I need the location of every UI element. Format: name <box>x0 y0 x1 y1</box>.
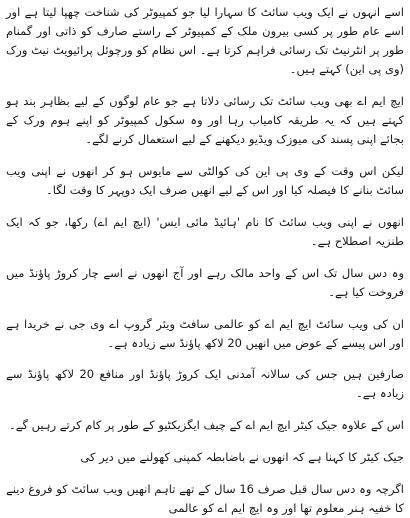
article-paragraph-9: جیک کیٹر کا کہنا ہے کہ انھوں نے باضابطہ کمپنی کھولنے میں دیر کی <box>80 450 404 464</box>
article-paragraph-7: صارفین ہیں جس کی سالانہ آمدنی ایک کروڑ پاؤنڈ اور منافع 20 لاکھ پاؤنڈ سے زیادہ ہے۔ <box>6 367 405 400</box>
article-paragraph-4: انھوں نے اپنی ویب سائٹ کا نام 'ہائیڈ مائی ایس' (ایچ ایم اے) رکھا، جو کہ ایک طنزیہ اصطلاح ہے۔ <box>6 215 404 248</box>
article-paragraph-10: اگرچہ وہ دس سال قبل صرف 16 سال کے تھے تاہم انھیں ویب سائٹ کو فروغ دینے کا خفیہ ہنر معلوم تھا اور وہ ایچ ایم اے کو عالمی <box>6 482 404 515</box>
article-paragraph-2: ایچ ایم اے بھی ویب سائٹ تک رسائی دلاتا ہے جو عام لوگوں کے لیے بظاہر بند ہو کہتے ہیں کہ یہ طریقہ کامیاب رہا اور وہ سکول کمپیوٹر کو اپنے ہوم ورک کے بجائے اپنی پسند کی میوزک ویڈیو دیکھنے کے لیے استعمال کرنے لگے۔ <box>6 94 404 146</box>
article-paragraph-6: ان کی ویب سائٹ ایچ ایم اے کو عالمی سافٹ ویئر گروپ اے وی جی نے خریدا ہے اور اس پیسے کے عوض میں انھیں 20 لاکھ پاؤنڈ سے زیادہ ہے۔ <box>6 317 404 350</box>
article-paragraph-8: اس کے علاوہ جیک کیٹر ایچ ایم اے کے چیف ایگزیکٹیو کے طور پر کام کرتے رہیں گے۔ <box>9 418 404 432</box>
article-paragraph-5: وہ دس سال تک اس کے واحد مالک رہے اور آج انھوں نے اسے چار کروڑ پاؤنڈ میں فروخت کیا ہے۔ <box>6 266 404 299</box>
article-paragraph-3: لیکن اس وقت کے وی پی این کی کوالٹی سے مایوس ہو کر انھوں نے اپنی ویب سائٹ بنانے کا فیصلہ کیا اور اس کے لیے انھیں صرف ایک دوپہر کا وقت لگا۔ <box>6 164 404 197</box>
article-paragraph-1: اسے انہوں نے ایک ویب سائٹ کا سہارا لیا جو کمپیوٹر کی شناخت چھپا لیتا ہے اور اسے عام طور پر کسی بیرون ملک کے کمپیوٹر کے راستے صارف کو ذاتی اور گمنام طور پر انٹرنیٹ تک رسائی فراہم کرتا ہے۔ اس نظام کو ورچوئل پرائیویٹ نیٹ ورک (وی پی این) کہتے ہیں۔ <box>6 5 404 76</box>
